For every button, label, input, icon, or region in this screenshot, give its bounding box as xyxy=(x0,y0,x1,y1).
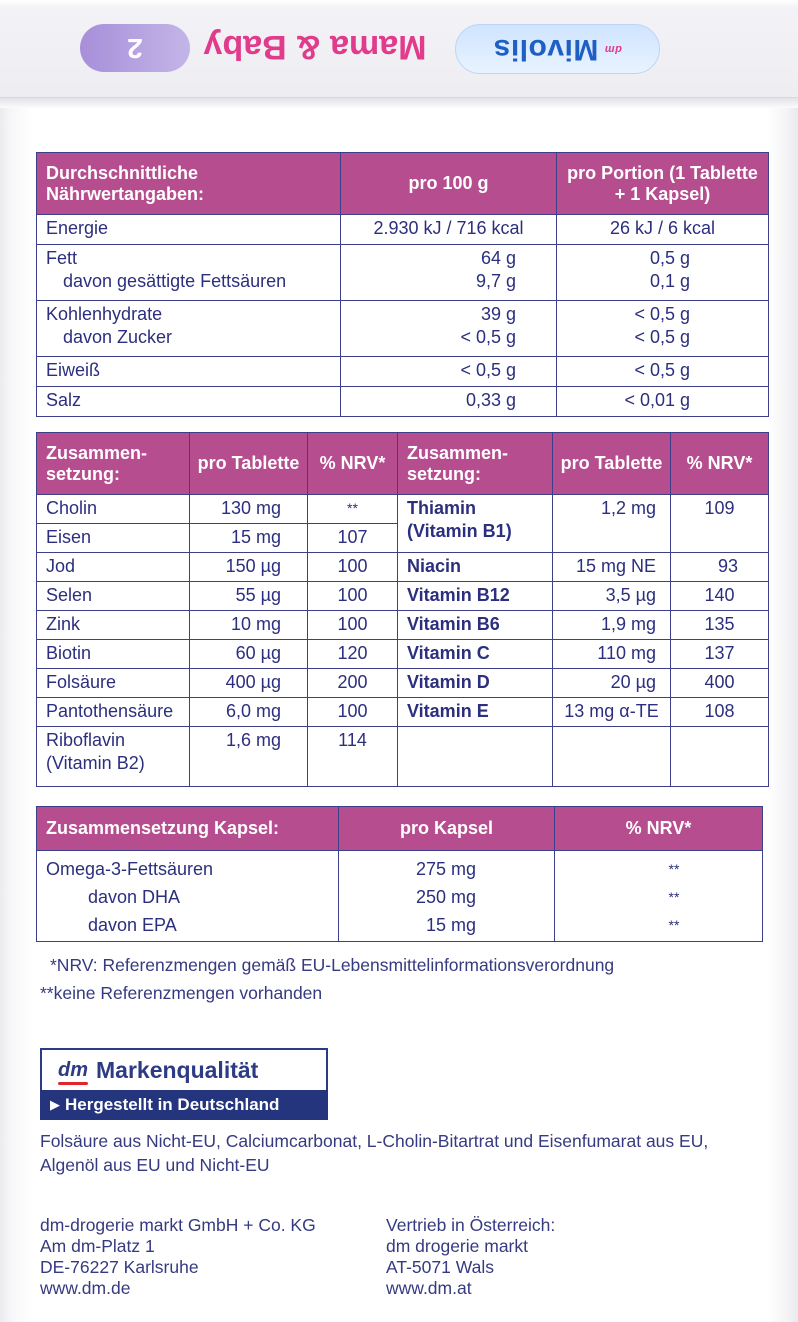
origin-text: Folsäure aus Nicht-EU, Calciumcarbonat, L-Cholin-Bitartrat und Eisenfumarat aus EU, Algenöl aus EU und Nicht-EU xyxy=(40,1131,709,1175)
nutrition-header-portion: pro Portion (1 Tablette + 1 Kapsel) xyxy=(557,153,769,215)
value-portion: 0,5 g 0,1 g xyxy=(557,245,769,301)
tablet-header-nrv-left: % NRV* xyxy=(308,433,398,495)
ingredient-nrv: 100 xyxy=(308,698,398,727)
dm-mark: dm xyxy=(604,43,622,55)
value-per100: 0,33 g xyxy=(341,387,557,417)
ingredient-nrv: 93 xyxy=(671,553,769,582)
ingredient-amount: 6,0 mg xyxy=(190,698,308,727)
ingredient-nrv: 114 xyxy=(308,727,398,787)
table-row xyxy=(37,698,769,727)
ingredient-name: Eisen xyxy=(37,524,190,553)
no-reference-footnote: **keine Referenzmengen vorhanden xyxy=(40,983,323,1003)
nutrient-label: Energie xyxy=(37,215,341,245)
capsule-ingredient-amounts: 275 mg 250 mg 15 mg xyxy=(339,851,555,942)
value-per100: < 0,5 g xyxy=(341,357,557,387)
value-portion: < 0,01 g xyxy=(557,387,769,417)
address-line: Vertrieb in Österreich: xyxy=(386,1215,556,1235)
ingredient-name: Vitamin E xyxy=(398,698,553,727)
ingredient-nrv: ** xyxy=(308,495,398,524)
nutrient-label: Fett davon gesättigte Fettsäuren xyxy=(37,245,341,301)
value-portion: 26 kJ / 6 kcal xyxy=(557,215,769,245)
tablet-header-amount-left: pro Tablette xyxy=(190,433,308,495)
empty-cell xyxy=(671,727,769,787)
capsule-header-amount: pro Kapsel xyxy=(339,807,555,851)
tablet-header-label-right: Zusammen- setzung: xyxy=(398,433,553,495)
table-row xyxy=(37,669,769,698)
badge-subtitle-bar xyxy=(40,1090,328,1120)
ingredient-name: Vitamin B6 xyxy=(398,611,553,640)
capsule-header-nrv: % NRV* xyxy=(555,807,763,851)
address-line: dm-drogerie markt GmbH + Co. KG xyxy=(40,1215,316,1235)
nutrition-table xyxy=(36,152,769,417)
ingredient-amount: 13 mg α-TE xyxy=(553,698,671,727)
dm-logo-icon: dm xyxy=(58,1058,88,1081)
value-per100: 2.930 kJ / 716 kcal xyxy=(341,215,557,245)
ingredient-nrv: 120 xyxy=(308,640,398,669)
capsule-header-row xyxy=(37,807,763,851)
value-per100: 39 g < 0,5 g xyxy=(341,301,557,357)
ingredient-amount: 400 µg xyxy=(190,669,308,698)
value-portion: < 0,5 g xyxy=(557,357,769,387)
capsule-ingredient-nrv: ** ** ** xyxy=(555,851,763,942)
manufacturer-address xyxy=(40,1215,316,1299)
address-line: dm drogerie markt xyxy=(386,1236,528,1256)
ingredient-nrv: 100 xyxy=(308,553,398,582)
nutrition-header-row xyxy=(37,153,769,215)
nutrient-label: Kohlenhydrate davon Zucker xyxy=(37,301,341,357)
ingredient-name: Biotin xyxy=(37,640,190,669)
tablet-header-label-left: Zusammen- setzung: xyxy=(37,433,190,495)
ingredient-name: Thiamin (Vitamin B1) xyxy=(398,495,553,553)
capsule-ingredient-names: Omega-3-Fettsäuren davon DHA davon EPA xyxy=(37,851,339,942)
ingredient-nrv: 140 xyxy=(671,582,769,611)
ingredient-name: Vitamin D xyxy=(398,669,553,698)
brand-logo xyxy=(455,24,660,74)
badge-title: Markenqualität xyxy=(96,1056,259,1083)
nutrient-label: Salz xyxy=(37,387,341,417)
badge-title-box xyxy=(40,1048,328,1090)
nutrition-row-carbs xyxy=(37,301,769,357)
ingredient-name: Niacin xyxy=(398,553,553,582)
ingredient-nrv: 100 xyxy=(308,582,398,611)
ingredient-amount: 1,9 mg xyxy=(553,611,671,640)
nrv-footnote: *NRV: Referenzmengen gemäß EU-Lebensmittelinformationsverordnung xyxy=(50,955,615,975)
ingredient-name: Jod xyxy=(37,553,190,582)
table-row xyxy=(37,640,769,669)
address-line: Am dm-Platz 1 xyxy=(40,1236,155,1256)
nutrient-label: Eiweiß xyxy=(37,357,341,387)
nutrition-header-per100: pro 100 g xyxy=(341,153,557,215)
ingredient-amount: 1,2 mg xyxy=(553,495,671,553)
capsule-header-label: Zusammensetzung Kapsel: xyxy=(37,807,339,851)
tablet-header-amount-right: pro Tablette xyxy=(553,433,671,495)
ingredient-amount: 15 mg NE xyxy=(553,553,671,582)
capsule-composition-table xyxy=(36,806,763,942)
ingredient-amount: 1,6 mg xyxy=(190,727,308,787)
address-line: AT-5071 Wals xyxy=(386,1257,494,1277)
table-row xyxy=(37,495,769,524)
flap-shadow xyxy=(0,98,798,108)
ingredient-amount: 110 mg xyxy=(553,640,671,669)
nutrition-header-label: Durchschnittliche Nährwertangaben: xyxy=(37,153,341,215)
ingredient-amount: 150 µg xyxy=(190,553,308,582)
ingredient-name: Cholin xyxy=(37,495,190,524)
empty-cell xyxy=(553,727,671,787)
tablet-composition-table xyxy=(36,432,769,787)
nutrition-row-fat xyxy=(37,245,769,301)
tablet-header-nrv-right: % NRV* xyxy=(671,433,769,495)
play-arrow-icon: ▶ xyxy=(50,1097,60,1112)
ingredient-amount: 3,5 µg xyxy=(553,582,671,611)
ingredient-nrv: 109 xyxy=(671,495,769,553)
ingredient-nrv: 135 xyxy=(671,611,769,640)
package-top-flap xyxy=(0,0,798,98)
ingredient-name: Riboflavin (Vitamin B2) xyxy=(37,727,190,787)
capsule-rows xyxy=(37,851,763,942)
nutrition-row-protein xyxy=(37,357,769,387)
ingredient-name: Selen xyxy=(37,582,190,611)
ingredient-nrv: 100 xyxy=(308,611,398,640)
ingredient-amount: 55 µg xyxy=(190,582,308,611)
table-row xyxy=(37,582,769,611)
ingredient-name: Vitamin B12 xyxy=(398,582,553,611)
nutrition-row-salt xyxy=(37,387,769,417)
tablet-header-row xyxy=(37,433,769,495)
ingredient-nrv: 400 xyxy=(671,669,769,698)
ingredient-name: Zink xyxy=(37,611,190,640)
ingredient-amount: 60 µg xyxy=(190,640,308,669)
address-line: DE-76227 Karlsruhe xyxy=(40,1257,199,1277)
ingredient-name: Vitamin C xyxy=(398,640,553,669)
empty-cell xyxy=(398,727,553,787)
value-per100: 64 g 9,7 g xyxy=(341,245,557,301)
table-row xyxy=(37,727,769,787)
badge-subtitle: Hergestellt in Deutschland xyxy=(65,1095,280,1114)
ingredient-amount: 20 µg xyxy=(553,669,671,698)
ingredient-amount: 15 mg xyxy=(190,524,308,553)
ingredient-nrv: 137 xyxy=(671,640,769,669)
website-at: www.dm.at xyxy=(386,1278,472,1298)
website-de: www.dm.de xyxy=(40,1278,131,1298)
ingredient-nrv: 200 xyxy=(308,669,398,698)
ingredient-nrv: 107 xyxy=(308,524,398,553)
ingredient-name: Folsäure xyxy=(37,669,190,698)
ingredient-amount: 10 mg xyxy=(190,611,308,640)
nutrition-row-energy xyxy=(37,215,769,245)
stage-badge: 2 xyxy=(80,24,190,72)
product-name: Mama & Baby xyxy=(203,28,427,67)
dm-quality-badge xyxy=(40,1048,328,1120)
ingredient-name: Pantothensäure xyxy=(37,698,190,727)
table-row xyxy=(37,553,769,582)
table-row xyxy=(37,611,769,640)
ingredient-amount: 130 mg xyxy=(190,495,308,524)
brand-name: Mivolis xyxy=(493,33,599,66)
ingredient-nrv: 108 xyxy=(671,698,769,727)
austria-distributor-address xyxy=(386,1215,555,1299)
value-portion: < 0,5 g < 0,5 g xyxy=(557,301,769,357)
